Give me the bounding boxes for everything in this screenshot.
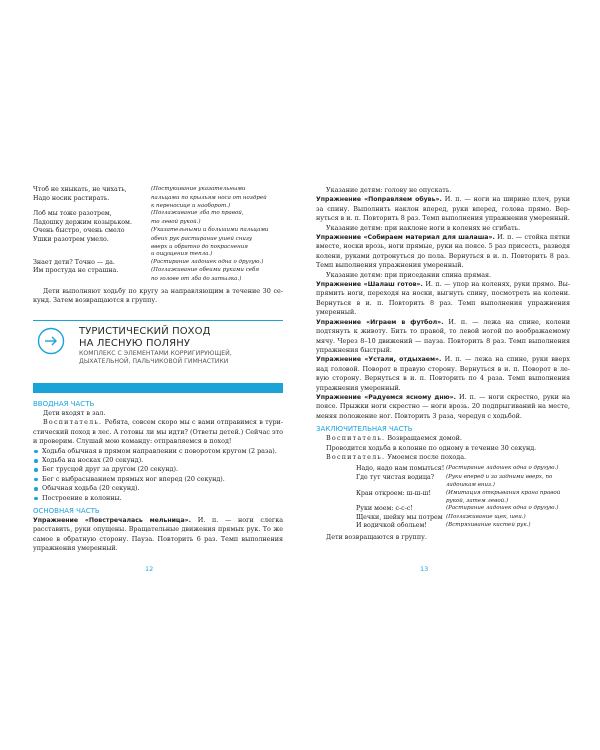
verse-line: Руки моем: с-с-с!	[356, 505, 413, 513]
verse-row	[356, 465, 570, 474]
exercise-paragraph	[316, 318, 570, 356]
verse-row	[33, 195, 283, 204]
teacher-label: Воспитатель.	[326, 434, 386, 443]
list-item: Обычная ходьба (20 секунд).	[33, 484, 283, 493]
list-item: Ходьба на носках (20 секунд).	[33, 456, 283, 465]
arrow-right-icon	[37, 327, 65, 355]
exercise-text: И. п. — ноги на ширине плеч, руки за спину. Выполнить наклон вперед, руки вперед, голова прямо. Вернуться в и. п. Повторить 8 раз. Темп выполнения упражнения умеренный.	[316, 195, 570, 223]
teacher-text: Ребята, совсем скоро мы с вами отправимся в туристический поход в лес. А готовы ли мы идти? (Ответы детей.) Сейчас это и проверим. Слушай мою команду: отправляемся в поход!	[33, 418, 283, 446]
exercise-paragraph	[33, 516, 283, 554]
note-paragraph: Указание детям: при наклоне ноги в коленях не сгибать.	[326, 223, 521, 232]
page-number: 13	[420, 565, 429, 573]
page-number: 12	[145, 565, 154, 573]
verse-note: (Поглаживание обеими руками себя	[151, 267, 260, 274]
verse-line: Надо носик растирать.	[33, 194, 110, 202]
verse-row	[33, 186, 283, 195]
verse-note: и ощущения тепла.)	[151, 251, 213, 258]
verse-row	[33, 251, 283, 258]
verse-note: пальцами по крыльям носа от ноздрей	[151, 194, 267, 201]
verse-line: И водичкой обольем!	[356, 522, 427, 530]
intro-line: Дети входят в зал.	[43, 409, 106, 417]
verse-line: Надо, надо нам помыться!	[356, 465, 445, 473]
closing-paragraph: Дети выполняют ходьбу по кругу за направляющим в течение 30 секунд. Затем возвращаются в группу.	[33, 287, 283, 305]
verse-row	[33, 236, 283, 245]
list-item: Построение в колонны.	[33, 494, 283, 503]
verse-row	[33, 276, 283, 283]
verse-line: Кран откроем: ш-ш-ш!	[356, 489, 431, 497]
subtitle-line2: ДЫХАТЕЛЬНОЙ, ПАЛЬЧИКОВОЙ ГИМНАСТИКИ	[79, 358, 229, 365]
list-item: Ходьба обычная в прямом направлении с поворотом кругом (2 раза).	[33, 447, 283, 456]
verse-block	[33, 186, 283, 283]
verse-note: обеих рук растирание ушей снизу	[151, 235, 253, 242]
exercise-text: И. п. — лежа на спине, руки вверх над головой. Поворот в правую сторону. Вернуться в и. п. Поворот в левую сторону. Вернуться в и. п. Повторить по 4 раза. Темп выполнения упражнения умеренный.	[316, 355, 570, 392]
exercise-name: Упражнение «Повстречалась мельница».	[33, 517, 192, 525]
list-item: Бег с выбрасыванием прямых ног вперед (20 секунд).	[33, 475, 283, 484]
exercise-name: Упражнение «Радуемся ясному дню».	[316, 393, 457, 401]
exercise-name: Упражнение «Шалаш готов».	[316, 281, 423, 289]
verse-line: Им простуда не страшна.	[33, 267, 119, 275]
verse-note: (Указательными и большими пальцами	[151, 227, 269, 234]
exercise-name: Упражнение «Собираем материал для шалаша».	[316, 234, 495, 242]
verse-line: Щечки, шейку мы потрем	[356, 513, 443, 521]
final-line	[316, 434, 570, 443]
exercise-paragraph	[316, 355, 570, 393]
teacher-label: Воспитатель.	[43, 418, 103, 427]
verse-row	[33, 219, 283, 228]
title-line2: НА ЛЕСНУЮ ПОЛЯНУ	[79, 337, 191, 349]
verse-note: (Постукивание указательными	[151, 186, 246, 192]
verse-line	[33, 251, 151, 258]
right-body	[316, 186, 570, 542]
verse-note: (Поглаживание лба то правой,	[151, 210, 244, 217]
teacher-text: Умоемся после похода.	[385, 452, 467, 461]
exercise-paragraph	[316, 393, 570, 421]
verse-note: по голове от лба до затылка.)	[151, 275, 242, 282]
verse-line	[356, 482, 446, 489]
exercise-text: И. п. — стойка пятки вместе, носки врозь, ноги прямые, руки на поясе. 5 раз присесть, разводя колени, руками дотронуться до пола. Вернуться в и. п. Повторить 8 раз. Темп выполнения упражнения умеренный.	[316, 233, 570, 270]
intro-heading: ВВОДНАЯ ЧАСТЬ	[33, 400, 95, 408]
verse-line: Лоб мы тоже разотрем,	[33, 210, 112, 218]
main-heading: ОСНОВНАЯ ЧАСТЬ	[33, 507, 100, 516]
exercise-paragraph	[316, 195, 570, 223]
verse-note: к переносице и наоборот.)	[151, 203, 231, 209]
closing-paragraph: Дети возвращаются в группу.	[326, 532, 427, 541]
section-bar-label: Методика проведения	[39, 393, 118, 400]
verse-line: Ушки разотрем умело.	[33, 235, 109, 243]
verse-line	[33, 276, 151, 283]
bullet-list	[33, 447, 283, 503]
verse-row	[356, 482, 570, 489]
verse-note: (Поглаживание щек, шеи.)	[446, 513, 526, 520]
verse-note: (Растирание ладошек одна о другую.)	[446, 505, 559, 512]
exercise-name: Упражнение «Поправляем обувь».	[316, 196, 442, 204]
verse-row	[33, 259, 283, 268]
verse-line: Очень быстро, очень смело	[33, 227, 125, 235]
section-bar	[33, 383, 283, 400]
verse-line: Чтоб не хныкать, не чихать,	[33, 186, 127, 193]
verse-note: (Растирание ладошек одна о другую.)	[446, 465, 559, 472]
right-page	[300, 0, 600, 750]
verse-note: (Встряхивание кистей рук.)	[446, 522, 531, 529]
exercise-text: И. п. — лежа на спине, колени подтянуть к животу. Бить то правой, то левой ногой по воображаемому мячу. Через 8–10 движений — пауза. Повторить 8 раз. Темп выполнения упражнения быстрый.	[316, 317, 570, 354]
title-line1: ТУРИСТИЧЕСКИЙ ПОХОД	[79, 326, 211, 337]
teacher-label: Воспитатель.	[326, 452, 386, 461]
note-paragraph: Указание детям: голову не опускать.	[326, 186, 452, 194]
verse-line: Где тут чистая водица?	[356, 473, 435, 481]
verse-row	[356, 514, 570, 523]
note-paragraph: Указание детям: при приседании спина прямая.	[326, 270, 492, 279]
verse-note: ладошкам вниз.)	[446, 482, 495, 489]
verse-line: Знает дети? Точно — да.	[33, 258, 115, 266]
verse-row	[33, 267, 283, 276]
exercise-text: И. п. — упор на коленях, руки прямо. Выпрямить ноги, переходя на носки, выгнуть спину, посмотреть на колени. Вернуться в и. п. Повторить 8 раз. Темп выполнения упражнения умеренный.	[316, 280, 571, 317]
verse-note: рукой, затем левой.)	[446, 498, 509, 505]
verse-row	[356, 490, 570, 499]
verse-block	[356, 465, 570, 530]
final-heading: ЗАКЛЮЧИТЕЛЬНАЯ ЧАСТЬ	[316, 425, 413, 434]
title-block	[33, 320, 283, 383]
final-line	[316, 453, 570, 462]
verse-line: Ладошку держим козырьком.	[33, 218, 132, 226]
verse-row	[356, 522, 570, 531]
verse-note: (Растирание ладошек одна о другую.)	[151, 258, 264, 265]
verse-note: (Руки вперед и за задними вверх, по	[446, 473, 553, 480]
exercise-paragraph	[316, 280, 570, 318]
left-body	[33, 399, 283, 554]
verse-line	[33, 244, 151, 251]
verse-line	[33, 203, 151, 210]
final-line: Проводится ходьба в колонне по одному в течение 30 секунд.	[326, 443, 537, 452]
teacher-paragraph	[33, 418, 283, 446]
exercise-name: Упражнение «Играем в футбол».	[316, 318, 444, 326]
verse-row	[33, 210, 283, 219]
verse-note: то левой рукой.)	[151, 218, 201, 225]
verse-row	[356, 505, 570, 514]
list-item: Бег трусцой друг за другом (20 секунд).	[33, 465, 283, 474]
exercise-text: И. п. — ноги слегка расставить, руки опущены. Вращательные движения прямых рук. То же самое в обратную сторону. Пауза. Повторить 6 раз. Темп выполнения упражнения умеренный.	[33, 516, 284, 553]
verse-note: вверх и обратно до покраснения	[151, 244, 248, 251]
verse-note: (Имитация открывания крана правой	[446, 489, 561, 496]
subtitle-line1: КОМПЛЕКС С ЭЛЕМЕНТАМИ КОРРИГИРУЮЩЕЙ,	[79, 350, 232, 357]
verse-row	[33, 227, 283, 236]
exercise-text: И. п. — ноги скрестно, руки на поясе. Прыжки ноги скрестно — ноги врозь. 20 подпрыгиваний на месте, меняя положение ног. Повторить 3 раза, чередуя с ходьбой.	[316, 392, 571, 420]
verse-line	[356, 498, 446, 505]
teacher-text: Возвращаемся домой.	[385, 434, 462, 443]
exercise-name: Упражнение «Устали, отдыхаем».	[316, 356, 442, 364]
exercise-paragraph	[316, 233, 570, 271]
